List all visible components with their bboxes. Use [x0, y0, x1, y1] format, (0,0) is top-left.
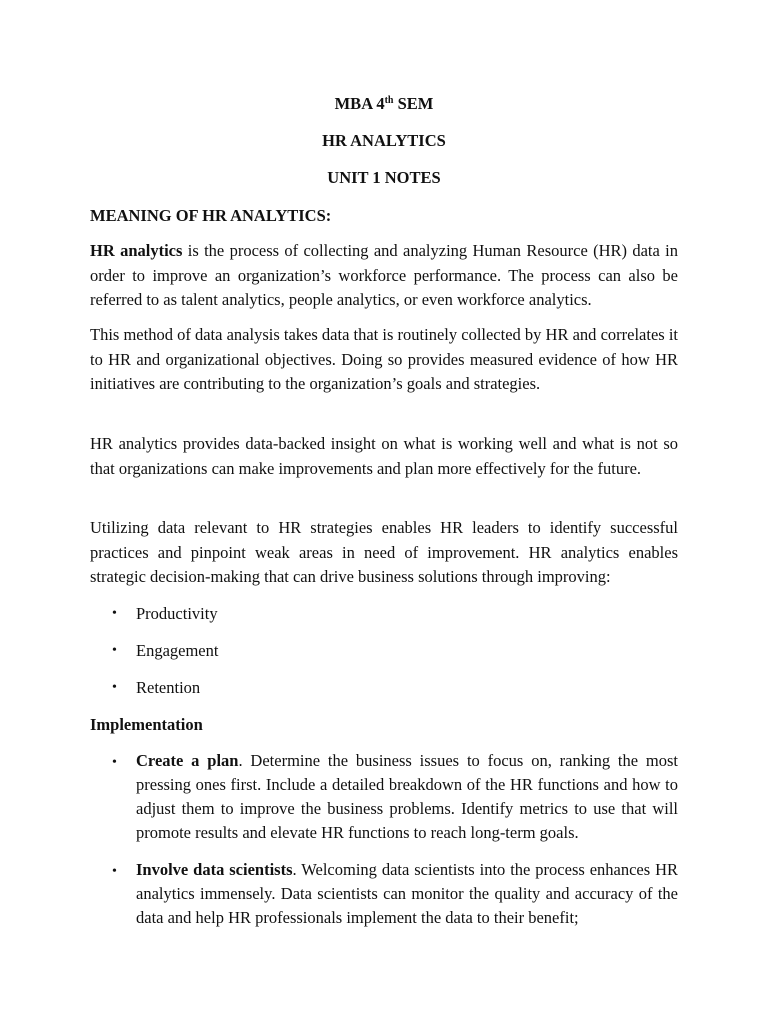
paragraph-utilizing: Utilizing data relevant to HR strategies enables HR leaders to identify successful practices and pinpoint weak areas in need of improvement. HR analytics enables strategic decision-making that can drive business solutions through improving: — [90, 518, 678, 586]
list-item-description: . Welcoming data scientists into the process enhances HR analytics immensely. Data scientists can monitor the quality and accuracy of the data and help HR professionals implement the data to their benefit; — [136, 860, 679, 927]
subject-title: HR ANALYTICS — [322, 131, 446, 150]
bullet-icon: • — [112, 606, 117, 621]
bullet-icon: • — [112, 680, 117, 695]
paragraph-definition — [90, 239, 678, 313]
meaning-heading: MEANING OF HR ANALYTICS: — [90, 206, 332, 225]
list-item-text — [136, 749, 678, 845]
course-title — [0, 94, 768, 114]
implementation-heading: Implementation — [90, 715, 203, 734]
list-item-text: Productivity — [136, 604, 218, 623]
course-title-superscript: th — [384, 95, 394, 106]
bullet-icon: • — [112, 755, 117, 770]
list-item-text: Retention — [136, 678, 201, 697]
list-item-text — [136, 858, 678, 930]
list-item-term: Create a plan — [136, 751, 239, 770]
list-item-text: Engagement — [136, 641, 219, 660]
bullet-icon: • — [112, 864, 117, 879]
list-item-term: Involve data scientists — [136, 860, 293, 879]
unit-title: UNIT 1 NOTES — [327, 168, 441, 187]
bullet-icon: • — [112, 643, 117, 658]
list-item-description: . Determine the business issues to focus on, ranking the most pressing ones first. Include a detailed breakdown of the HR functions and how to adjust them to improve the business problems. Identify metrics to use that will promote results and elevate HR functions to reach long-term goals. — [136, 751, 678, 842]
paragraph-insight: HR analytics provides data-backed insight on what is working well and what is not so that organizations can make improvements and plan more effectively for the future. — [90, 434, 678, 478]
definition-text: is the process of collecting and analyzing Human Resource (HR) data in order to improve an organization’s workforce performance. The process can also be referred to as talent analytics, people analytics, or even workforce analytics. — [90, 241, 678, 309]
course-title-suffix: SEM — [393, 94, 434, 113]
paragraph-method: This method of data analysis takes data that is routinely collected by HR and correlates it to HR and organizational objectives. Doing so provides measured evidence of how HR initiatives are contributing to the organization’s goals and strategies. — [90, 325, 678, 393]
course-title-prefix: MBA 4 — [334, 94, 385, 113]
definition-term: HR analytics — [90, 241, 183, 260]
